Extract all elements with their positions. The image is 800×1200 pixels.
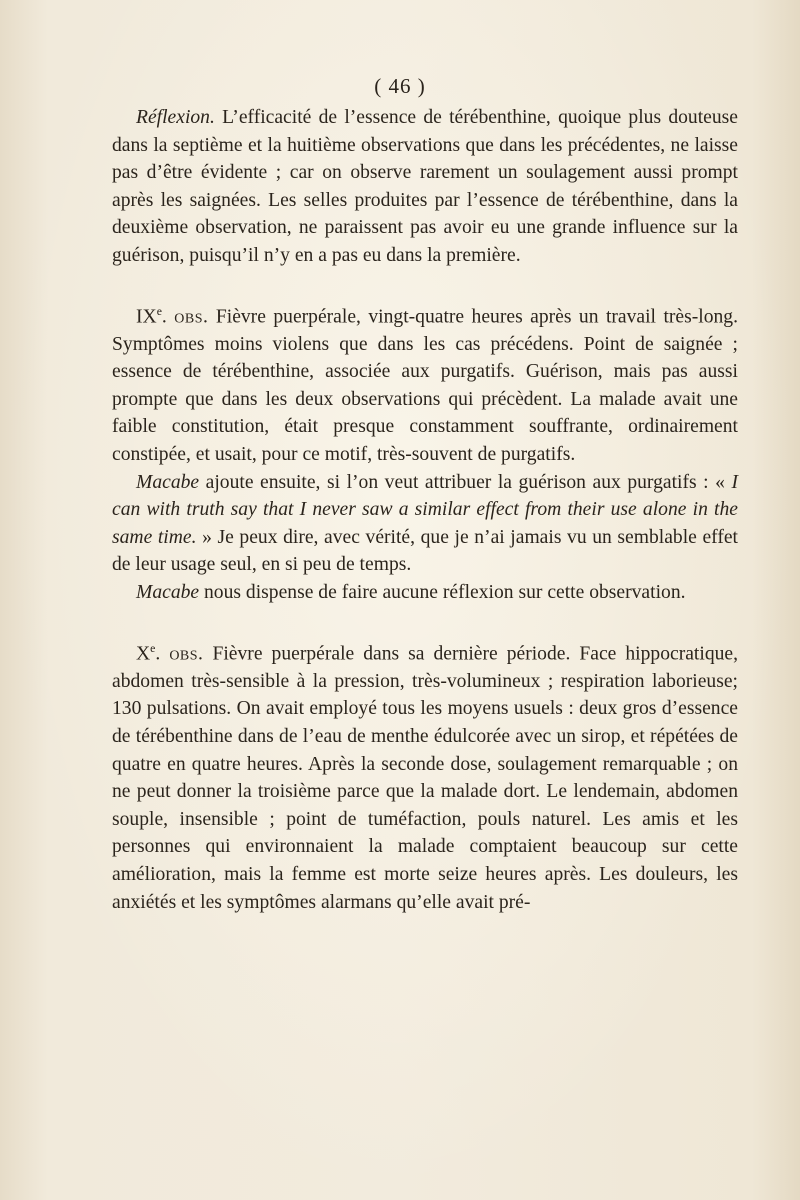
body-text — [112, 104, 738, 916]
obs-ix-dot: . — [161, 306, 167, 328]
obs-x-label: obs. — [169, 643, 204, 665]
obs-x-sup: e — [150, 641, 156, 655]
reflexion-text: L’efficacité de l’essence de térébenthine, quoique plus douteuse dans la septième et la huitième observations que dans les précédentes, ne laisse pas d’être évidente ; car on observe rarement un soulagement aussi prompt après les saignées. Les selles produites par l’essence de térébenthine, dans la deuxième observation, ne paraissent pas avoir eu une grande influence sur la guérison, puisqu’il n’y en a pas eu dans la première. — [112, 107, 738, 266]
obs-ix-label: obs. — [174, 306, 209, 328]
macabe-name-1: Macabe — [136, 471, 200, 493]
obs-ix-sup: e — [156, 304, 162, 318]
obs-x-dot: . — [155, 643, 161, 665]
macabe-dispense-paragraph — [112, 579, 738, 607]
observation-x-paragraph — [112, 635, 738, 916]
observation-ix-paragraph — [112, 298, 738, 469]
page-number: ( 46 ) — [374, 74, 426, 98]
obs-x-text: Fièvre puerpérale dans sa dernière période. Face hippocratique, abdomen très-sensible à la pression, très-volumineux ; respiration laborieuse; 130 pulsations. On avait employé tous les moyens usuels : deux gros d’essence de térébenthine dans de l’eau de menthe édulcorée avec un sirop, et répétées de quatre en quatre heures. Après la seconde dose, soulagement remarquable ; on ne peut donner la troisième parce que la malade dort. Le lendemain, abdomen souple, insensible ; point de tuméfaction, pouls naturel. Les amis et les personnes qui environnaient la malade comptaient beaucoup sur cette amélioration, mais la femme est morte seize heures après. Les douleurs, les anxiétés et les symptômes alarmans qu’elle avait pré- — [112, 643, 739, 913]
macabe-text-after: » Je peux dire, avec vérité, que je n’ai jamais vu un semblable effet de leur usage seul, en si peu de temps. — [112, 526, 738, 576]
macabe-text-before: ajoute ensuite, si l’on veut attribuer la guérison aux purgatifs : « — [199, 471, 732, 493]
reflexion-paragraph — [112, 104, 738, 270]
english-quote: I can with truth say that I never saw a similar effect from their use alone in the same time. — [112, 471, 738, 548]
obs-ix-text: Fièvre puerpérale, vingt-quatre heures après un travail très-long. Symptômes moins violens que dans les cas précédens. Point de saignée ; essence de térébenthine, associée aux purgatifs. Guérison, mais pas aussi prompte que dans les deux observations qui précèdent. La malade avait une faible constitution, était presque constamment souffrante, ordinairement constipée, et usait, pour ce motif, très-souvent de purgatifs. — [112, 306, 738, 466]
section-gap — [112, 270, 738, 298]
macabe-name-2: Macabe — [136, 582, 200, 604]
obs-ix-numeral: IX — [136, 306, 157, 328]
obs-x-numeral: X — [136, 643, 151, 665]
section-gap — [112, 607, 738, 635]
macabe-dispense-text: nous dispense de faire aucune réflexion sur cette observation. — [199, 582, 686, 604]
macabe-quote-paragraph — [112, 469, 738, 579]
reflexion-label: Réflexion. — [136, 107, 215, 128]
